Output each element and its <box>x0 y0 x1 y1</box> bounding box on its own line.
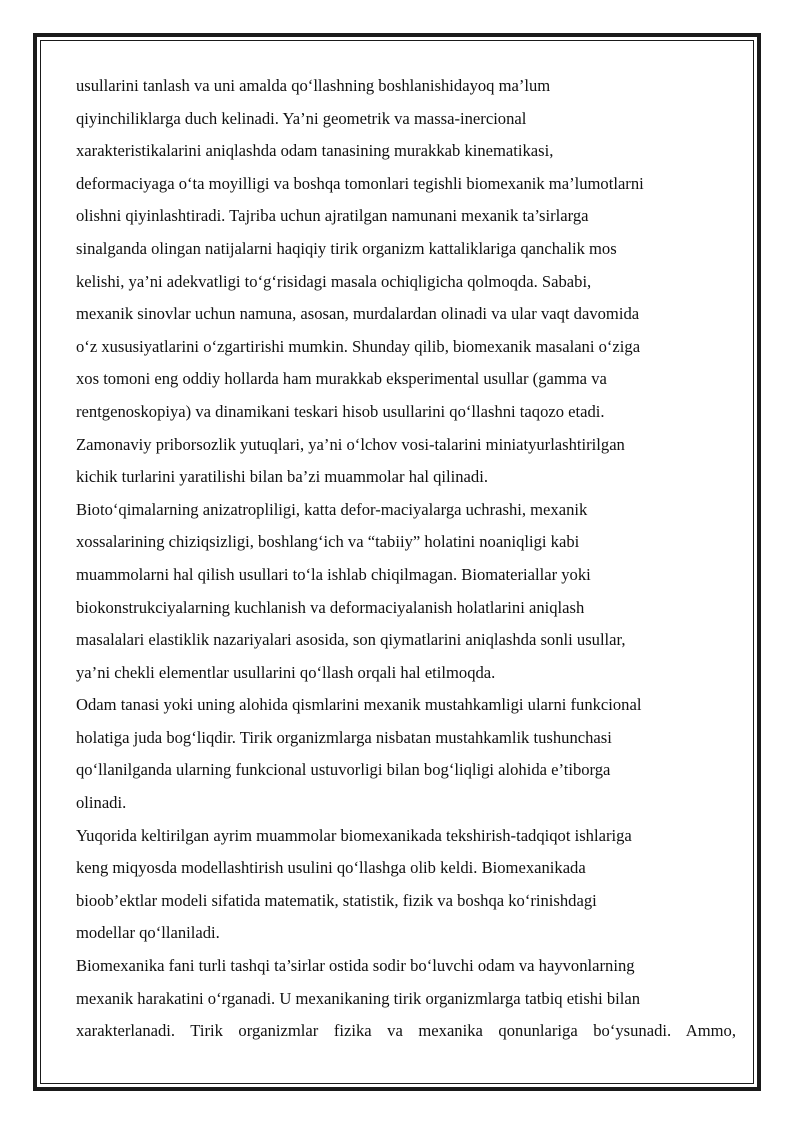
text-line: xossalarining chiziqsizligi, boshlang‘ich va “tabiiy” holatini noaniqligi kabi <box>76 532 580 552</box>
text-line: bioob’ektlar modeli sifatida matematik, statistik, fizik va boshqa ko‘rinishdagi <box>76 890 597 910</box>
text-line: keng miqyosda modellashtirish usulini qo‘llashga olib keldi. Biomexanikada <box>76 858 586 878</box>
text-line: olishni qiyinlashtiradi. Tajriba uchun ajratilgan namunani mexanik ta’sirlarga <box>76 206 589 226</box>
text-line: deformaciyaga o‘ta moyilligi va boshqa tomonlari tegishli biomexanik ma’lumotlarni <box>76 173 644 193</box>
text-line: o‘z xususiyatlarini o‘zgartirishi mumkin. Shunday qilib, biomexanik masalani o‘ziga <box>76 336 641 356</box>
text-line: masalalari elastiklik nazariyalari asosida, son qiymatlarini aniqlashda sonli usullar, <box>76 630 626 650</box>
text-line: Yuqorida keltirilgan ayrim muammolar biomexanikada tekshirish-tadqiqot ishlariga <box>76 825 632 845</box>
text-line: sinalganda olingan natijalarni haqiqiy tirik organizm kattaliklariga qanchalik mos <box>76 238 617 258</box>
text-line: rentgenoskopiya) va dinamikani teskari hisob usullarini qo‘llashni taqozo etadi. <box>76 401 605 421</box>
text-line: Biomexanika fani turli tashqi ta’sirlar ostida sodir bo‘luvchi odam va hayvonlarning <box>76 956 635 976</box>
text-line: mexanik harakatini o‘rganadi. U mexanikaning tirik organizmlarga tatbiq etishi bilan <box>76 988 641 1008</box>
text-line: kelishi, ya’ni adekvatligi to‘g‘risidagi masala ochiqligicha qolmoqda. Sababi, <box>76 271 592 291</box>
text-line: kichik turlarini yaratilishi bilan ba’zi muammolar hal qilinadi. <box>76 467 488 487</box>
text-line: qo‘llanilganda ularning funkcional ustuvorligi bilan bog‘liqligi alohida e’tiborga <box>76 760 611 780</box>
text-line: qiyinchiliklarga duch kelinadi. Ya’ni geometrik va massa-inercional <box>76 108 527 128</box>
text-line: ya’ni chekli elementlar usullarini qo‘llash orqali hal etilmoqda. <box>76 662 496 682</box>
text-line: holatiga juda bog‘liqdir. Tirik organizmlarga nisbatan mustahkamlik tushunchasi <box>76 727 612 747</box>
text-line: xarakteristikalarini aniqlashda odam tanasining murakkab kinematikasi, <box>76 141 554 161</box>
text-line: muammolarni hal qilish usullari to‘la ishlab chiqilmagan. Biomateriallar yoki <box>76 564 591 584</box>
text-line: biokonstrukciyalarning kuchlanish va deformaciyalanish holatlarini aniqlash <box>76 597 585 617</box>
text-line: xos tomoni eng oddiy hollarda ham murakkab eksperimental usullar (gamma va <box>76 369 607 389</box>
text-line: Odam tanasi yoki uning alohida qismlarini mexanik mustahkamligi ularni funkcional <box>76 695 642 715</box>
text-line: modellar qo‘llaniladi. <box>76 923 220 943</box>
text-line: mexanik sinovlar uchun namuna, asosan, murdalardan olinadi va ular vaqt davomida <box>76 304 640 324</box>
document-text <box>76 70 736 1048</box>
text-line: olinadi. <box>76 793 127 813</box>
text-line: usullarini tanlash va uni amalda qo‘llashning boshlanishidayoq ma’lum <box>76 76 551 95</box>
text-line: Bioto‘qimalarning anizatropliligi, katta defor-maciyalarga uchrashi, mexanik <box>76 499 588 519</box>
text-line: Zamonaviy priborsozlik yutuqlari, ya’ni o‘lchov vosi-talarini miniatyurlashtirilgan <box>76 434 625 454</box>
text-line: xarakterlanadi. Tirik organizmlar fizika va mexanika qonunlariga bo‘ysunadi. Ammo, <box>76 1021 736 1041</box>
